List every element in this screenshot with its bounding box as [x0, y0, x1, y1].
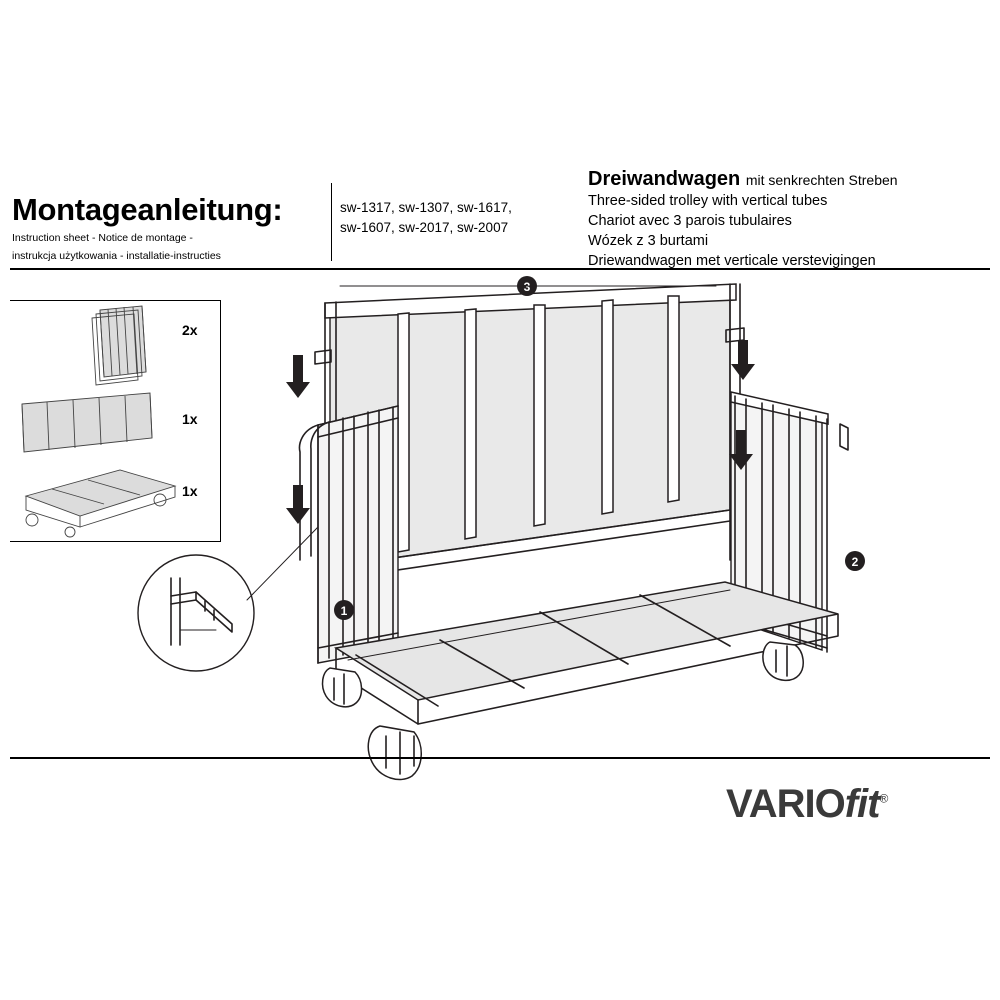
product-name-fr: Chariot avec 3 parois tubulaires	[588, 213, 792, 229]
callout-2	[845, 551, 865, 571]
parts-thumb-long-panel	[22, 393, 152, 452]
product-name-pl: Wózek z 3 burtami	[588, 233, 709, 249]
page-title: Montageanleitung:	[12, 192, 283, 227]
parts-qty-2: 1x	[182, 411, 198, 427]
parts-thumb-platform	[26, 470, 175, 537]
footer-divider	[10, 757, 990, 759]
product-name-en: Three-sided trolley with vertical tubes	[588, 193, 828, 209]
model-codes-line1: sw-1317, sw-1307, sw-1617,	[340, 200, 512, 215]
model-codes-line2: sw-1607, sw-2017, sw-2007	[340, 220, 509, 235]
detail-leader-line	[247, 527, 318, 600]
product-name-de-suffix: mit senkrechten Streben	[745, 172, 898, 188]
parts-thumb-short-panel	[92, 306, 146, 385]
side-panel-left	[300, 406, 398, 663]
callout-1-label: 1	[340, 604, 348, 618]
page-title-translation-line2: instrukcja użytkowania - installatie-instructies	[12, 250, 221, 262]
brand-logo-part2: fit	[844, 782, 880, 826]
detail-zoom-circle	[138, 555, 254, 671]
parts-qty-3: 1x	[182, 483, 198, 499]
brand-logo	[726, 782, 887, 827]
parts-qty-1: 2x	[182, 322, 198, 338]
brand-logo-registered-mark: ®	[879, 791, 888, 806]
product-name-de-main: Dreiwandwagen	[588, 168, 741, 190]
page-title-translation-line1: Instruction sheet - Notice de montage -	[12, 232, 193, 244]
product-name-nl: Driewandwagen met verticale verstevigingen	[588, 253, 876, 269]
brand-logo-part1: VARIO	[726, 782, 845, 826]
callout-3-label: 3	[523, 280, 531, 294]
callout-1	[334, 600, 354, 620]
callout-2-label: 2	[851, 555, 859, 569]
